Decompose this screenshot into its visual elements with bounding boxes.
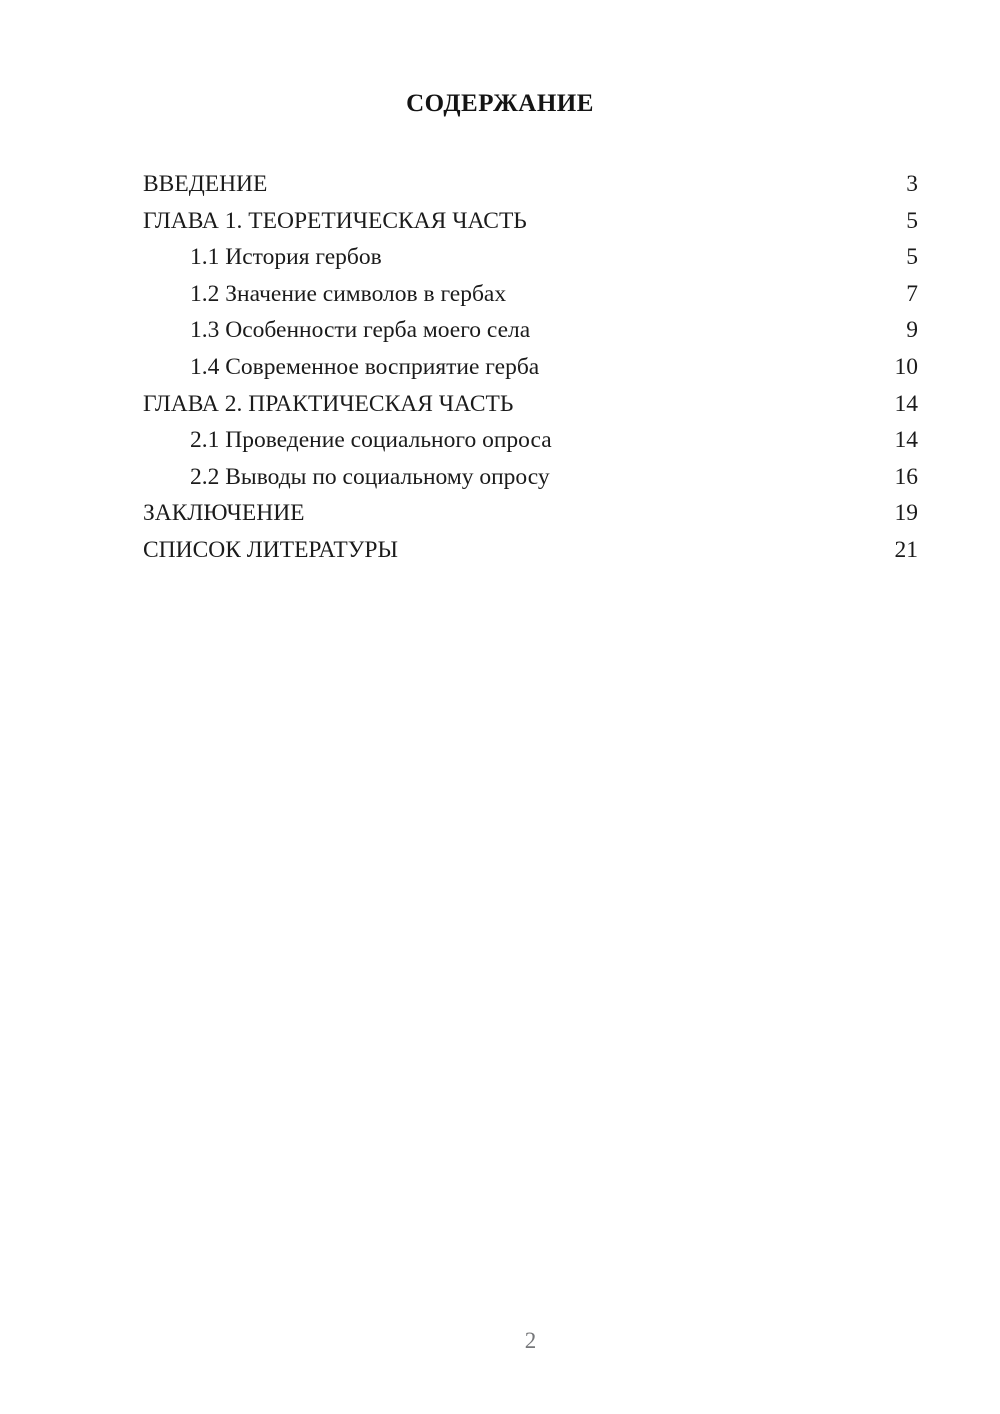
toc-entry-label: ВВЕДЕНИЕ [143,171,268,197]
toc-row [143,422,918,459]
toc-row [143,386,918,423]
toc-entry-label: ГЛАВА 1. ТЕОРЕТИЧЕСКАЯ ЧАСТЬ [143,207,527,234]
toc-entry-page: 5 [906,207,918,234]
toc-row [143,349,918,386]
toc-entry-label: 1.1 История гербов [190,244,382,271]
toc-row [143,532,918,569]
toc-entry-label: 1.4 Современное восприятие герба [190,353,540,380]
toc-entry-page: 16 [894,463,918,490]
toc-entry-page: 21 [894,536,918,563]
toc-entry-label: ЗАКЛЮЧЕНИЕ [143,500,305,527]
page-number: 2 [524,1328,537,1353]
toc-row [143,312,918,349]
table-of-contents [143,166,918,569]
toc-entry-page: 9 [906,317,918,344]
toc-entry-page: 19 [894,500,918,527]
toc-entry-page: 10 [894,353,918,380]
toc-entry-label: 2.1 Проведение социального опроса [190,427,552,454]
toc-row [143,239,918,276]
toc-entry-page: 5 [906,244,918,271]
toc-row [143,203,918,240]
toc-entry-label: СПИСОК ЛИТЕРАТУРЫ [143,536,398,563]
toc-row [143,166,918,203]
toc-entry-page: 3 [906,171,918,197]
toc-entry-page: 14 [894,427,918,454]
page-title: СОДЕРЖАНИЕ [406,90,594,117]
toc-entry-page: 14 [894,390,918,417]
toc-row [143,495,918,532]
toc-entry-page: 7 [906,280,918,307]
toc-entry-label: ГЛАВА 2. ПРАКТИЧЕСКАЯ ЧАСТЬ [143,390,514,417]
toc-entry-label: 2.2 Выводы по социальному опросу [190,463,550,490]
toc-row [143,276,918,313]
toc-entry-label: 1.2 Значение символов в гербах [190,280,507,307]
toc-row [143,459,918,496]
toc-entry-label: 1.3 Особенности герба моего села [190,317,531,344]
